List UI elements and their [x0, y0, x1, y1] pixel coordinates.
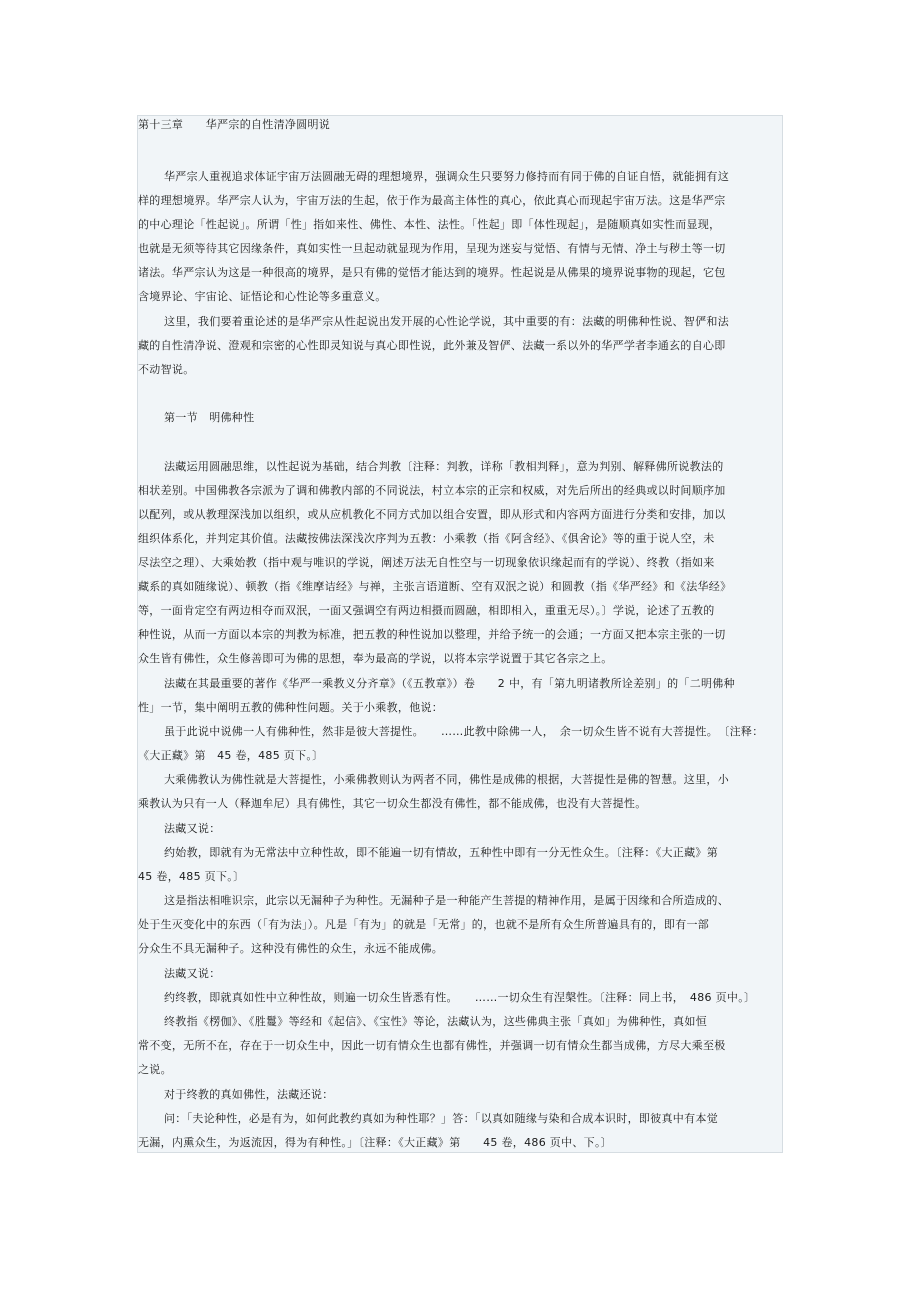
paragraph-line: 这是指法相唯识宗，此宗以无漏种子为种性。无漏种子是一种能产生菩提的精神作用，是属于因缘和合所造成的、	[164, 894, 729, 907]
paragraph-line: 等，一面肯定空有两边相夺而双泯，一面又强调空有两边相摄而圆融，相即相入，重重无尽）。〕学说，论述了五教的	[138, 604, 715, 617]
paragraph-line: 终教指《楞伽》、《胜鬘》等经和《起信》、《宝性》等论，法藏认为，这些佛典主张「真如」为佛种性，真如恒	[164, 1015, 707, 1028]
section-title: 第一节 明佛种性	[164, 411, 255, 424]
paragraph-line: 不动智说。	[138, 363, 195, 376]
paragraph-line: 法藏在其最重要的著作《华严一乘教义分齐章》（《五教章》）卷 2 中，有「第九明诸教所诠差别」的「二明佛种	[164, 677, 735, 690]
quote-line: 虽于此说中说佛一人有佛种性，然非是彼大菩提性。 ……此教中除佛一人， 余一切众生皆不说有大菩提性。 〔注释：	[164, 725, 764, 738]
quote-line: 45 卷，485 页下。〕	[138, 870, 245, 883]
paragraph-line: 藏的自性清净说、澄观和宗密的心性即灵知说与真心即性说，此外兼及智俨、法藏一系以外的华严学者李通玄的自心即	[138, 339, 726, 352]
paragraph-line: 性」一节，集中阐明五教的佛种性问题。关于小乘教，他说：	[138, 701, 444, 714]
paragraph-line: 诸法。华严宗认为这是一种很高的境界，是只有佛的觉悟才能达到的境界。性起说是从佛果的境界说事物的现起，它包	[138, 266, 726, 279]
paragraph-line: 大乘佛教认为佛性就是大菩提性，小乘佛教则认为两者不同，佛性是成佛的根据，大菩提性是佛的智慧。这里，小	[164, 773, 729, 786]
paragraph-line: 法藏又说：	[164, 822, 221, 835]
paragraph-line: 分众生不具无漏种子。这种没有佛性的众生，永远不能成佛。	[138, 942, 444, 955]
paragraph-line: 之说。	[138, 1063, 172, 1076]
paragraph-line: 相状差别。中国佛教各宗派为了调和佛教内部的不同说法，村立本宗的正宗和权威，对先后所出的经典或以时间顺序加	[138, 484, 726, 497]
paragraph-line: 也就是无须等待其它因缘条件，真如实性一旦起动就显现为作用，呈现为迷妄与觉悟、有情与无情、净土与秽土等一切	[138, 242, 726, 255]
quote-line: 约始教，即就有为无常法中立种性故，即不能遍一切有情故，五种性中即有一分无性众生。〔注释：《大正藏》第	[164, 846, 718, 859]
quote-line: 无漏，内熏众生，为返流因，得为有种性。」〔注释：《大正藏》第 45 卷，486 页中、下。〕	[138, 1136, 613, 1149]
chapter-title: 第十三章 华严宗的自性清净圆明说	[138, 118, 331, 131]
paragraph-line: 样的理想境界。华严宗人认为，宇宙万法的生起，依于作为最高主体性的真心，依此真心而现起宇宙万法。这是华严宗	[138, 194, 726, 207]
paragraph-line: 常不变，无所不在，存在于一切众生中，因此一切有情众生也都有佛性，并强调一切有情众生都当成佛，方尽大乘至极	[138, 1039, 726, 1052]
paragraph-line: 这里，我们要着重论述的是华严宗从性起说出发开展的心性论学说，其中重要的有：法藏的明佛种性说、智俨和法	[164, 315, 729, 328]
paragraph-line: 处于生灭变化中的东西（「有为法」）。凡是「有为」的就是「无常」的，也就不是所有众生所普遍具有的，即有一部	[138, 918, 710, 931]
quote-line: 《大正藏》第 45 卷，485 页下。〕	[138, 749, 324, 762]
paragraph-line: 以配列，或从教理深浅加以组织，或从应机教化不同方式加以组合安置，即从形式和内容两方面进行分类和安排，加以	[138, 508, 726, 521]
paragraph-line: 的中心理论「性起说」。所谓「性」指如来性、佛性、本性、法性。「性起」即「体性现起」，是随顺真如实性而显现，	[138, 218, 721, 231]
paragraph-line: 乘教认为只有一人（释迦牟尼）具有佛性，其它一切众生都没有佛性，都不能成佛，也没有大菩提性。	[138, 797, 647, 810]
paragraph-line: 法藏又说：	[164, 967, 221, 980]
paragraph-line: 华严宗人重视追求体证宇宙万法圆融无碍的理想境界，强调众生只要努力修持而有同于佛的自证自悟，就能拥有这	[164, 170, 729, 183]
paragraph-line: 组织体系化，并判定其价值。法藏按佛法深浅次序判为五教：小乘教（指《阿含经》、《俱舍论》等的重于说人空，未	[138, 532, 715, 545]
paragraph-line: 尽法空之理）、大乘始教（指中观与唯识的学说，阐述万法无自性空与一切现象依识缘起而有的学说）、终教（指如来	[138, 556, 715, 569]
paragraph-line: 对于终教的真如佛性，法藏还说：	[164, 1088, 334, 1101]
paragraph-line: 众生皆有佛性，众生修善即可为佛的思想，奉为最高的学说，以将本宗学说置于其它各宗之上。	[138, 652, 613, 665]
paragraph-line: 含境界论、宇宙论、证悟论和心性论等多重意义。	[138, 290, 387, 303]
quote-line: 约终教，即就真如性中立种性故，则遍一切众生皆悉有性。 ……一切众生有涅槃性。〔注释：同上书， 486 页中。〕	[164, 991, 756, 1004]
paragraph-line: 法藏运用圆融思维，以性起说为基础，结合判教〔注释：判教，详称「教相判释」，意为判别、解释佛所说教法的	[164, 460, 724, 473]
paragraph-line: 种性说，从而一方面以本宗的判教为标准，把五教的种性说加以整理，并给予统一的会通；一方面又把本宗主张的一切	[138, 628, 726, 641]
quote-line: 问：「夫论种性，必是有为，如何此教约真如为种性耶？」答：「以真如随缘与染和合成本识时，即彼真中有本觉	[164, 1112, 718, 1125]
paragraph-line: 藏系的真如随缘说）、顿教（指《维摩诘经》与禅，主张言语道断、空有双泯之说）和圆教（指《华严经》和《法华经》	[138, 580, 732, 593]
